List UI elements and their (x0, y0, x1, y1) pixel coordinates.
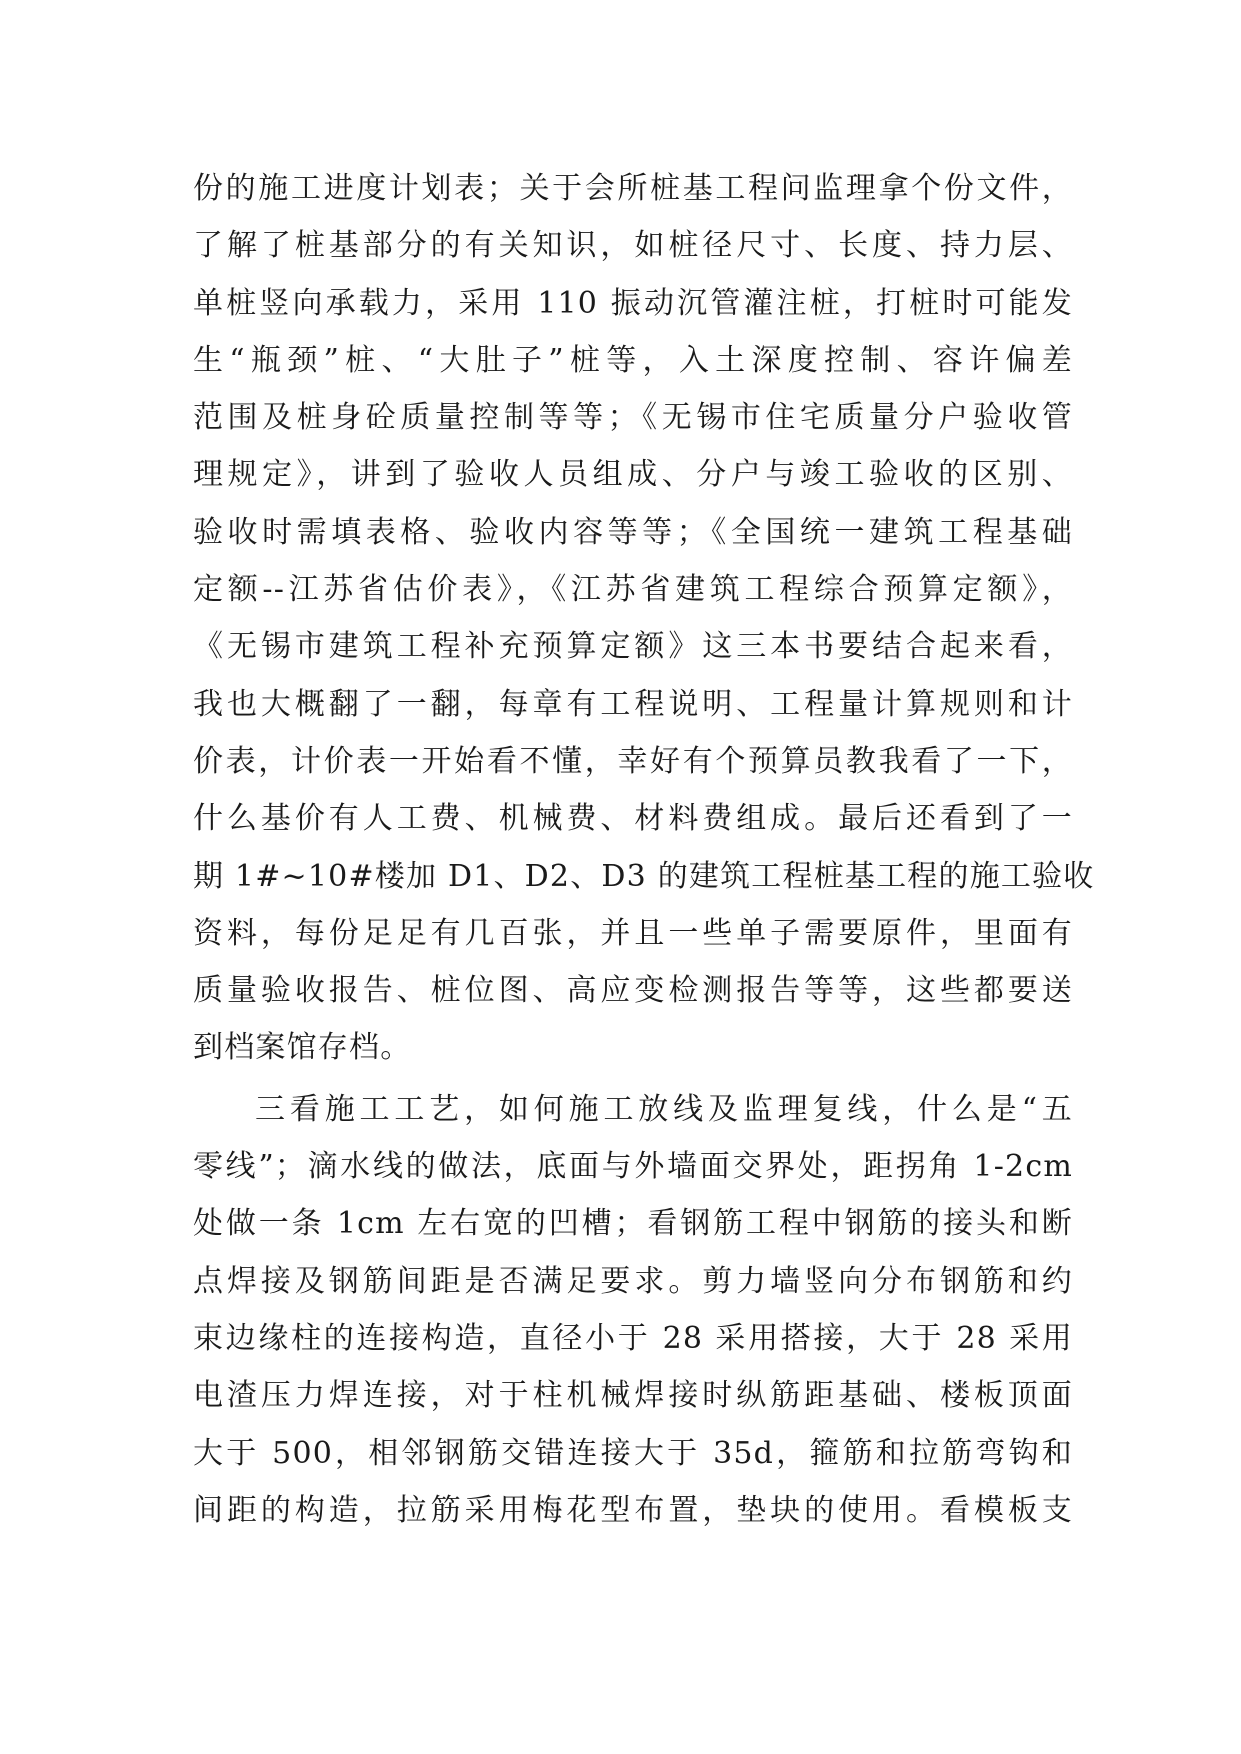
text-line: 到档案馆存档。 (193, 1030, 412, 1066)
text-line: 《无锡市建筑工程补充预算定额》这三本书要结合起来看， (193, 629, 1073, 665)
text-line: 点焊接及钢筋间距是否满足要求。剪力墙竖向分布钢筋和约 (193, 1263, 1073, 1299)
text-line: 处做一条 1cm 左右宽的凹槽；看钢筋工程中钢筋的接头和断 (193, 1206, 1073, 1242)
paragraph-2 (193, 1081, 1073, 1539)
text-line: 电渣压力焊连接，对于柱机械焊接时纵筋距基础、楼板顶面 (193, 1378, 1073, 1414)
text-line: 范围及桩身砼质量控制等等；《无锡市住宅质量分户验收管 (193, 400, 1073, 436)
text-line: 质量验收报告、桩位图、高应变检测报告等等，这些都要送 (193, 973, 1073, 1009)
text-line: 什么基价有人工费、机械费、材料费组成。最后还看到了一 (193, 801, 1073, 837)
text-line: 大于 500，相邻钢筋交错连接大于 35d，箍筋和拉筋弯钩和 (193, 1435, 1073, 1471)
text-line: 束边缘柱的连接构造，直径小于 28 采用搭接，大于 28 采用 (193, 1320, 1073, 1356)
text-line: 间距的构造，拉筋采用梅花型布置，垫块的使用。看模板支 (193, 1492, 1073, 1528)
paragraph-1 (193, 160, 1095, 1077)
text-line: 资料，每份足足有几百张，并且一些单子需要原件，里面有 (193, 915, 1073, 951)
text-line: 理规定》，讲到了验收人员组成、分户与竣工验收的区别、 (193, 457, 1073, 493)
text-line: 期 1#~10#楼加 D1、D2、D3 的建筑工程桩基工程的施工验收 (193, 858, 1095, 894)
text-line: 了解了桩基部分的有关知识，如桩径尺寸、长度、持力层、 (193, 228, 1073, 264)
text-line: 份的施工进度计划表；关于会所桩基工程问监理拿个份文件， (193, 171, 1073, 206)
text-line: 三看施工工艺，如何施工放线及监理复线，什么是“五 (255, 1091, 1073, 1127)
text-line: 定额--江苏省估价表》，《江苏省建筑工程综合预算定额》， (193, 572, 1073, 608)
text-line: 单桩竖向承载力，采用 110 振动沉管灌注桩，打桩时可能发 (193, 285, 1073, 321)
text-line: 价表，计价表一开始看不懂，幸好有个预算员教我看了一下， (193, 743, 1073, 779)
text-line: 生“瓶颈”桩、“大肚子”桩等，入土深度控制、容许偏差 (193, 342, 1074, 378)
text-line: 零线”；滴水线的做法，底面与外墙面交界处，距拐角 1-2cm (193, 1149, 1073, 1185)
text-line: 我也大概翻了一翻，每章有工程说明、工程量计算规则和计 (193, 686, 1073, 722)
text-line: 验收时需填表格、验收内容等等；《全国统一建筑工程基础 (193, 514, 1073, 550)
body-text (193, 160, 1095, 1539)
